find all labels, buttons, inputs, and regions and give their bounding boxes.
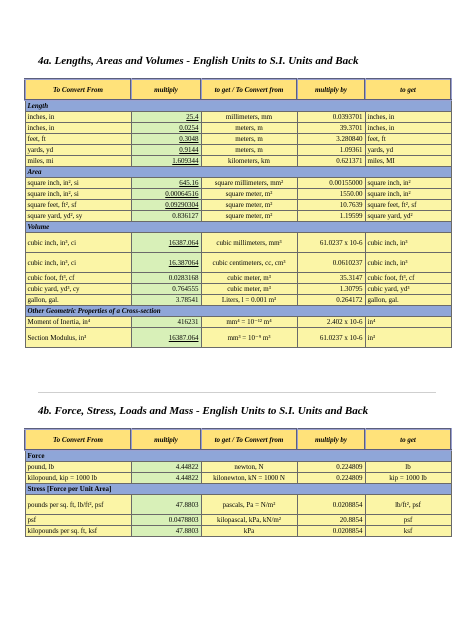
cell-multiply-by: 1.19599 [297, 211, 365, 222]
cell-from: inches, in [25, 112, 131, 123]
cell-back: yards, yd [365, 145, 451, 156]
cell-from: pounds per sq. ft, lb/ft², psf [25, 495, 131, 515]
group-force: Force [25, 450, 451, 462]
cell-to-get: square meter, m² [201, 211, 297, 222]
cell-multiply-by: 10.7639 [297, 200, 365, 211]
cell-back: ksf [365, 526, 451, 537]
cell-multiply-by: 61.0237 x 10-6 [297, 233, 365, 253]
header-row [25, 429, 451, 450]
cell-back: miles, MI [365, 156, 451, 167]
cell-from: square yard, yd², sy [25, 211, 131, 222]
cell-multiply: 0.3048 [131, 134, 201, 145]
cell-from: kilopound, kip = 1000 lb [25, 473, 131, 484]
cell-multiply: 0.00064516 [131, 189, 201, 200]
table-row [25, 211, 451, 222]
cell-to-get: Liters, l = 0.001 m³ [201, 295, 297, 306]
section-b-title: 4b. Force, Stress, Loads and Mass - English Units to S.I. Units and Back [38, 405, 369, 417]
cell-to-get: mm⁴ = 10⁻¹² m⁴ [201, 317, 297, 328]
table-row [25, 495, 451, 515]
section-a-title: 4a. Lengths, Areas and Volumes - English Units to S.I. Units and Back [38, 55, 359, 67]
table-row [25, 526, 451, 537]
table-row [25, 112, 451, 123]
cell-back: feet, ft [365, 134, 451, 145]
cell-back: in⁴ [365, 317, 451, 328]
cell-back: in³ [365, 328, 451, 348]
header-to-get: to get / To Convert from [201, 429, 297, 450]
table-row [25, 189, 451, 200]
header-from: To Convert From [25, 79, 131, 100]
table-row [25, 473, 451, 484]
cell-multiply: 0.0283168 [131, 273, 201, 284]
section-divider [38, 392, 436, 393]
cell-from: cubic inch, in³, ci [25, 233, 131, 253]
cell-multiply: 416231 [131, 317, 201, 328]
cell-back: lb [365, 462, 451, 473]
cell-from: square inch, in², si [25, 189, 131, 200]
cell-from: cubic inch, in³, ci [25, 253, 131, 273]
cell-multiply: 4.44822 [131, 473, 201, 484]
table-row [25, 134, 451, 145]
cell-multiply-by: 61.0237 x 10-6 [297, 328, 365, 348]
table-row [25, 156, 451, 167]
table-row [25, 233, 451, 253]
cell-multiply: 47.8803 [131, 495, 201, 515]
cell-back: psf [365, 515, 451, 526]
table-row [25, 200, 451, 211]
cell-multiply-by: 20.8854 [297, 515, 365, 526]
cell-back: lb/ft², psf [365, 495, 451, 515]
cell-multiply: 4.44822 [131, 462, 201, 473]
cell-to-get: square meter, m² [201, 200, 297, 211]
cell-from: cubic foot, ft³, cf [25, 273, 131, 284]
cell-multiply: 0.09290304 [131, 200, 201, 211]
cell-to-get: cubic centimeters, cc, cm³ [201, 253, 297, 273]
cell-to-get: kPa [201, 526, 297, 537]
table-row [25, 253, 451, 273]
cell-from: pound, lb [25, 462, 131, 473]
header-row [25, 79, 451, 100]
group-stress: Stress [Force per Unit Area] [25, 484, 451, 495]
cell-from: cubic yard, yd³, cy [25, 284, 131, 295]
cell-to-get: millimeters, mm [201, 112, 297, 123]
header-multiply: multiply [131, 79, 201, 100]
cell-back: square yard, yd² [365, 211, 451, 222]
cell-multiply: 47.8803 [131, 526, 201, 537]
cell-multiply: 0.0478803 [131, 515, 201, 526]
cell-multiply-by: 0.0393701 [297, 112, 365, 123]
cell-multiply: 0.0254 [131, 123, 201, 134]
cell-back: inches, in [365, 112, 451, 123]
table-row [25, 515, 451, 526]
cell-multiply: 16387.064 [131, 233, 201, 253]
header-from: To Convert From [25, 429, 131, 450]
cell-to-get: cubic millimeters, mm³ [201, 233, 297, 253]
cell-to-get: pascals, Pa = N/m² [201, 495, 297, 515]
cell-back: square inch, in² [365, 189, 451, 200]
group-cross-section: Other Geometric Properties of a Cross-section [25, 306, 451, 317]
cell-multiply: 16387.064 [131, 328, 201, 348]
cell-from: Moment of Inertia, in⁴ [25, 317, 131, 328]
cell-to-get: square millimeters, mm² [201, 178, 297, 189]
header-multiply-by: multiply by [297, 79, 365, 100]
cell-multiply-by: 0.224809 [297, 462, 365, 473]
group-length: Length [25, 100, 451, 112]
cell-multiply-by: 1.09361 [297, 145, 365, 156]
conversion-table-b [24, 428, 452, 537]
cell-from: kilopounds per sq. ft, ksf [25, 526, 131, 537]
cell-to-get: kilonewton, kN = 1000 N [201, 473, 297, 484]
table-row [25, 123, 451, 134]
cell-multiply: 0.836127 [131, 211, 201, 222]
cell-multiply-by: 2.402 x 10-6 [297, 317, 365, 328]
table-row [25, 462, 451, 473]
cell-from: gallon, gal. [25, 295, 131, 306]
cell-multiply: 0.764555 [131, 284, 201, 295]
table-row [25, 145, 451, 156]
cell-to-get: meters, m [201, 123, 297, 134]
cell-multiply-by: 0.0208854 [297, 526, 365, 537]
cell-multiply-by: 35.3147 [297, 273, 365, 284]
cell-from: square inch, in², si [25, 178, 131, 189]
cell-multiply: 3.78541 [131, 295, 201, 306]
cell-from: square feet, ft², sf [25, 200, 131, 211]
cell-to-get: newton, N [201, 462, 297, 473]
cell-multiply: 16.387064 [131, 253, 201, 273]
cell-from: yards, yd [25, 145, 131, 156]
group-area: Area [25, 167, 451, 178]
table-row [25, 273, 451, 284]
table-row [25, 284, 451, 295]
table-row [25, 317, 451, 328]
cell-multiply: 1.609344 [131, 156, 201, 167]
cell-back: cubic inch, in³ [365, 233, 451, 253]
table-row [25, 328, 451, 348]
table-row [25, 178, 451, 189]
cell-multiply-by: 0.0208854 [297, 495, 365, 515]
cell-multiply-by: 0.0610237 [297, 253, 365, 273]
cell-back: cubic foot, ft³, cf [365, 273, 451, 284]
table-row [25, 295, 451, 306]
cell-from: inches, in [25, 123, 131, 134]
header-multiply-by: multiply by [297, 429, 365, 450]
cell-to-get: meters, m [201, 134, 297, 145]
header-back: to get [365, 429, 451, 450]
cell-back: square inch, in² [365, 178, 451, 189]
cell-multiply: 0.9144 [131, 145, 201, 156]
cell-multiply-by: 1.30795 [297, 284, 365, 295]
cell-to-get: cubic meter, m³ [201, 273, 297, 284]
cell-from: feet, ft [25, 134, 131, 145]
cell-multiply-by: 0.264172 [297, 295, 365, 306]
cell-from: Section Modulus, in³ [25, 328, 131, 348]
conversion-table-a [24, 78, 452, 348]
cell-to-get: square meter, m² [201, 189, 297, 200]
cell-to-get: kilopascal, kPa, kN/m² [201, 515, 297, 526]
cell-multiply-by: 39.3701 [297, 123, 365, 134]
cell-multiply: 645.16 [131, 178, 201, 189]
cell-to-get: mm³ = 10⁻⁹ m³ [201, 328, 297, 348]
cell-to-get: cubic meter, m³ [201, 284, 297, 295]
cell-to-get: kilometers, km [201, 156, 297, 167]
cell-from: psf [25, 515, 131, 526]
cell-back: square feet, ft², sf [365, 200, 451, 211]
cell-multiply-by: 0.00155000 [297, 178, 365, 189]
cell-back: cubic yard, yd³ [365, 284, 451, 295]
cell-back: inches, in [365, 123, 451, 134]
cell-back: gallon, gal. [365, 295, 451, 306]
header-to-get: to get / To Convert from [201, 79, 297, 100]
cell-multiply: 25.4 [131, 112, 201, 123]
header-back: to get [365, 79, 451, 100]
cell-from: miles, mi [25, 156, 131, 167]
cell-multiply-by: 3.280840 [297, 134, 365, 145]
cell-multiply-by: 0.621371 [297, 156, 365, 167]
cell-multiply-by: 0.224809 [297, 473, 365, 484]
cell-multiply-by: 1550.00 [297, 189, 365, 200]
header-multiply: multiply [131, 429, 201, 450]
cell-to-get: meters, m [201, 145, 297, 156]
group-volume: Volume [25, 222, 451, 233]
cell-back: kip = 1000 lb [365, 473, 451, 484]
cell-back: cubic inch, in³ [365, 253, 451, 273]
